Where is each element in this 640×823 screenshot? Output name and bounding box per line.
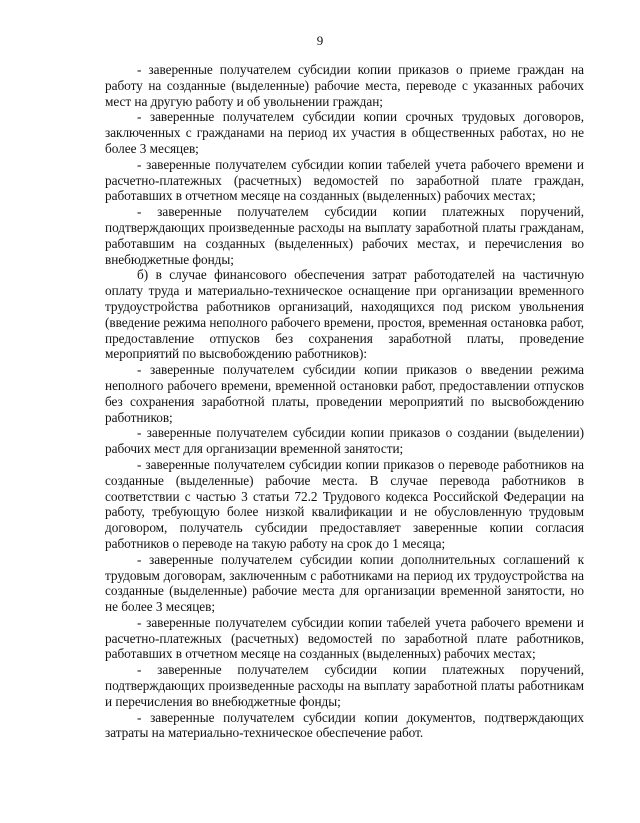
paragraph-part-time-orders: - заверенные получателем субсидии копии приказов о введении режима неполного рабочего времени, временной остановки работ, предоставлении отпусков без сохранения заработной платы, проведении мероприятий по высвобождению работников; [105, 362, 584, 425]
paragraph-hiring-orders: - заверенные получателем субсидии копии приказов о приеме граждан на работу на созданные (выделенные) рабочие места, переводе с указанных рабочих мест на другую работу и об увольнении граждан; [105, 62, 584, 109]
document-body [105, 62, 584, 741]
paragraph-timesheets-citizens: - заверенные получателем субсидии копии табелей учета рабочего времени и расчетно-платежных (расчетных) ведомостей по заработной плате граждан, работавших в отчетном месяце на созданных (выделенных) рабочих местах; [105, 156, 584, 204]
page-number: 9 [316, 33, 324, 48]
paragraph-fixed-term-contracts: - заверенные получателем субсидии копии срочных трудовых договоров, заключенных с гражданами на период их участия в общественных работах, но не более 3 месяцев; [105, 109, 584, 156]
paragraph-transfer-orders: - заверенные получателем субсидии копии приказов о переводе работников на созданные (выделенные) рабочие места. В случае перевода работников в соответствии с частью 3 статьи 72.2 Трудового кодекса Российской Федерации на работу, требующую более низкой квалификации и не обусловленную трудовым договором, получатель субсидии предоставляет заверенные копии согласия работников о переводе на такую работу на срок до 1 месяца; [105, 456, 584, 551]
paragraph-item-b: б) в случае финансового обеспечения затрат работодателей на частичную оплату труда и материально-техническое оснащение при организации временного трудоустройства работников организаций, находящихся под риском увольнения (введение режима неполного рабочего времени, простоя, временная остановка работ, предоставление отпусков без сохранения заработной платы, проведение мероприятий по высвобождению работников): [105, 267, 584, 362]
paragraph-timesheets-workers: - заверенные получателем субсидии копии табелей учета рабочего времени и расчетно-платежных (расчетных) ведомостей по заработной плате работников, работавших в отчетном месяце на созданных (выделенных) рабочих местах; [105, 614, 584, 662]
paragraph-supplementary-agreements: - заверенные получателем субсидии копии дополнительных соглашений к трудовым договорам, заключенным с работниками на период их трудоустройства на созданные (выделенные) рабочие места для организации временной занятости, но не более 3 месяцев; [105, 551, 584, 615]
paragraph-payment-orders-citizens: - заверенные получателем субсидии копии платежных поручений, подтверждающих произведенные расходы на выплату заработной платы гражданам, работавшим на созданных (выделенных) рабочих местах, и перечисления во внебюджетные фонды; [105, 204, 584, 267]
paragraph-equipment-documents: - заверенные получателем субсидии копии документов, подтверждающих затраты на материально-техническое обеспечение работ. [105, 709, 584, 741]
paragraph-payment-orders-workers: - заверенные получателем субсидии копии платежных поручений, подтверждающих произведенные расходы на выплату заработной платы работникам и перечисления во внебюджетные фонды; [105, 662, 584, 709]
paragraph-workplace-creation-orders: - заверенные получателем субсидии копии приказов о создании (выделении) рабочих мест для организации временной занятости; [105, 425, 584, 457]
